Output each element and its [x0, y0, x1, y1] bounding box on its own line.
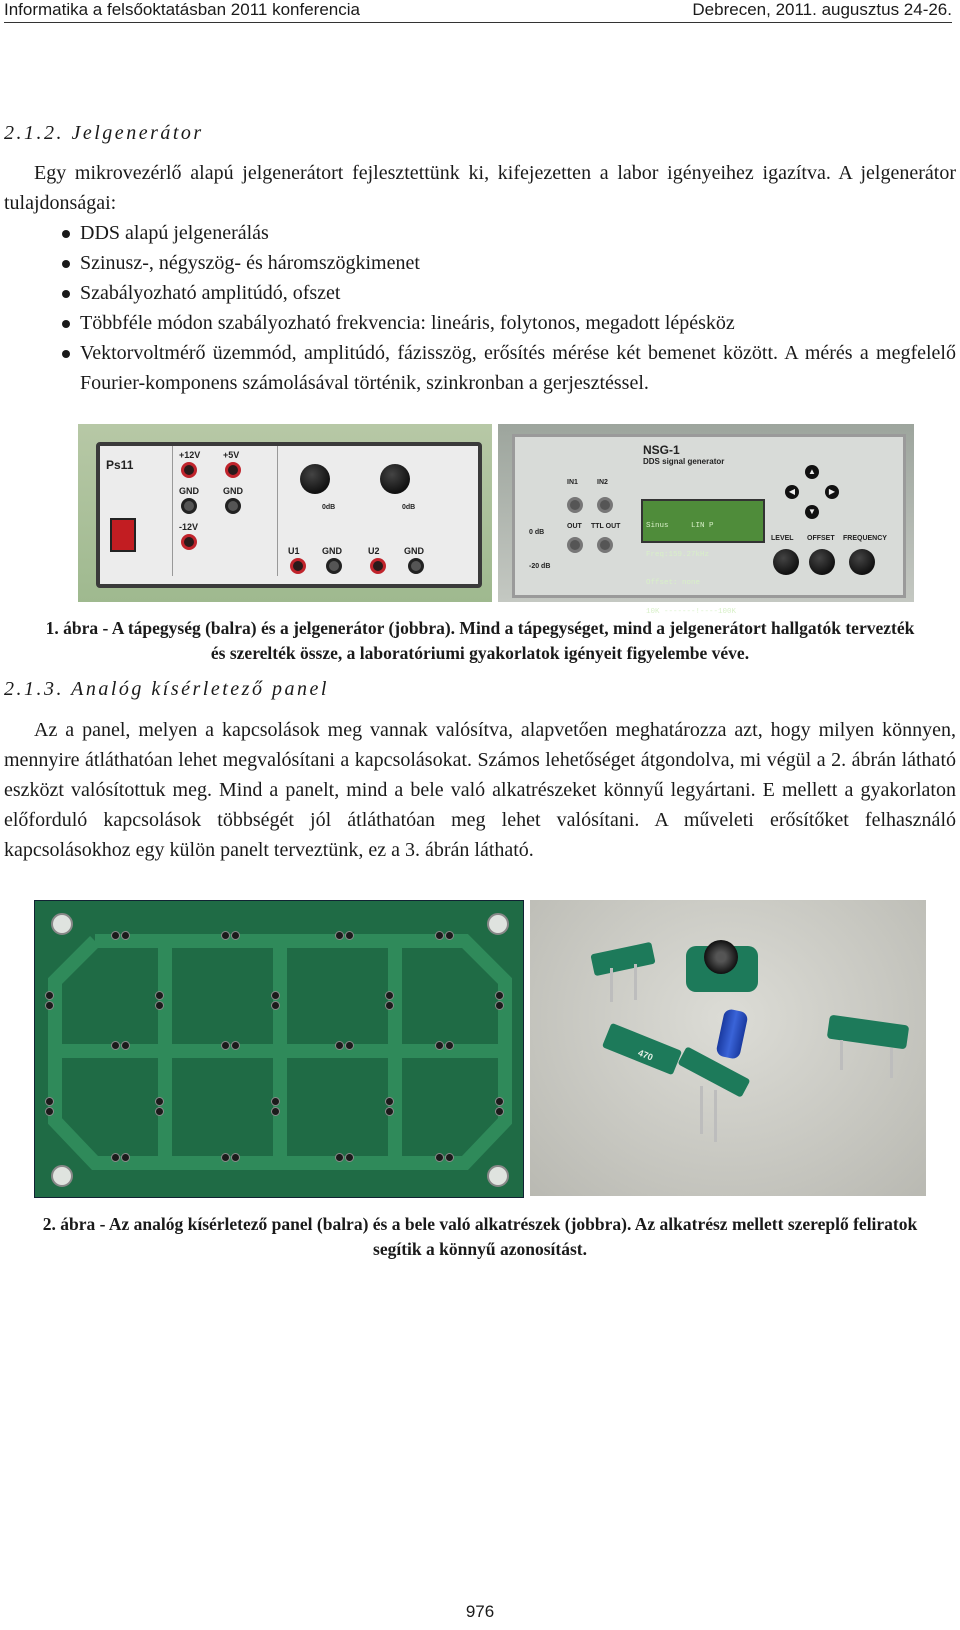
knob-label: LEVEL	[771, 535, 794, 542]
socket-pin-icon	[345, 1041, 354, 1050]
pin-leg-icon	[890, 1048, 893, 1078]
lcd-line: Offset: none	[646, 579, 701, 587]
component-board-icon	[590, 942, 655, 976]
psu-label: U2	[368, 546, 380, 556]
input-label: IN1	[567, 479, 578, 486]
socket-pin-icon	[231, 1041, 240, 1050]
socket-pin-icon	[221, 931, 230, 940]
jack-icon	[181, 498, 197, 514]
capacitor-icon	[715, 1008, 748, 1060]
power-switch-icon	[110, 518, 136, 552]
socket-pin-icon	[345, 931, 354, 940]
socket-pin-icon	[271, 1107, 280, 1116]
lcd-line: Freq:159.27kHz	[646, 550, 710, 559]
atten-label: 0dB	[402, 504, 416, 511]
psu-label: -12V	[179, 522, 199, 532]
bullet-icon	[62, 320, 70, 328]
atten-label: -20 dB	[529, 563, 551, 570]
bullet-icon	[62, 260, 70, 268]
output-label: TTL OUT	[591, 523, 621, 530]
pin-leg-icon	[700, 1086, 703, 1134]
socket-pin-icon	[445, 1041, 454, 1050]
frequency-knob-icon	[849, 549, 875, 575]
resistor-label: 470	[636, 1047, 655, 1063]
socket-pin-icon	[231, 931, 240, 940]
atten-label: 0dB	[322, 504, 336, 511]
header-conference: Informatika a felsőoktatásban 2011 konferencia	[4, 0, 360, 19]
arrow-left-icon: ◀	[785, 485, 799, 499]
socket-pin-icon	[495, 1001, 504, 1010]
socket-pin-icon	[271, 991, 280, 1000]
components-photo	[530, 900, 926, 1196]
socket-pin-icon	[45, 1001, 54, 1010]
knob-label: FREQUENCY	[843, 535, 887, 542]
input-label: IN2	[597, 479, 608, 486]
knob-label: OFFSET	[807, 535, 835, 542]
generator-subtitle: DDS signal generator	[643, 457, 725, 466]
socket-pin-icon	[445, 1153, 454, 1162]
psu-label: GND	[179, 486, 199, 496]
psu-faceplate	[96, 442, 482, 588]
lcd-line: 10K -------!----100K	[646, 607, 737, 616]
feature-item: Vektorvoltmérő üzemmód, amplitúdó, fázisszög, erősítés mérése két bemenet között. A mérés a megfelelő Fourier-komponens számolásával történik, szinkronban a gerjesztéssel.	[58, 338, 956, 398]
socket-pin-icon	[221, 1041, 230, 1050]
header-rule	[4, 22, 952, 23]
socket-pin-icon	[271, 1097, 280, 1106]
pin-leg-icon	[610, 968, 613, 1002]
generator-brand-label: NSG-1	[643, 443, 680, 457]
section2-body: Az a panel, melyen a kapcsolások meg vannak valósítva, alapvetően meghatározza azt, hogy milyen könnyen, mennyire átláthatóan lehet megvalósítani a kapcsolásokat. Számos lehetőséget átgondolva, mi végül a 2. ábrán látható eszközt valósítottuk meg. Mind a panelt, mind a bele való alkatrészeket könnyű legyártani. E mellett a gyakorlaton előforduló kapcsolások többségét jól átláthatóan meg lehet valósítani. A műveleti erősítőket felhasználó kapcsolásokhoz egy külön panelt terveztünk, ez a 3. ábrán látható.	[4, 719, 956, 861]
feature-item: Szabályozható amplitúdó, ofszet	[58, 278, 956, 308]
bullet-icon	[62, 230, 70, 238]
bullet-icon	[62, 350, 70, 358]
socket-pin-icon	[121, 931, 130, 940]
lcd-line: Sinus LIN P	[646, 522, 714, 530]
pin-leg-icon	[634, 964, 637, 1000]
psu-label: +5V	[223, 450, 240, 460]
output-label: OUT	[567, 523, 582, 530]
socket-pin-icon	[495, 1097, 504, 1106]
socket-pin-icon	[335, 1041, 344, 1050]
pin-leg-icon	[840, 1040, 843, 1070]
bullet-icon	[62, 290, 70, 298]
section1-intro: Egy mikrovezérlő alapú jelgenerátort fejlesztettünk ki, kifejezetten a labor igényeihez igazítva. A jelgenerátor tulajdonságai:	[4, 162, 956, 214]
potentiometer-icon	[704, 940, 738, 974]
socket-pin-icon	[435, 1153, 444, 1162]
socket-pin-icon	[111, 1153, 120, 1162]
psu-label: GND	[404, 546, 424, 556]
offset-knob-icon	[809, 549, 835, 575]
psu-label: U1	[288, 546, 300, 556]
socket-pin-icon	[271, 1001, 280, 1010]
knob-icon	[300, 464, 330, 494]
screw-icon	[51, 913, 73, 935]
socket-pin-icon	[445, 931, 454, 940]
socket-pin-icon	[111, 931, 120, 940]
page-number: 976	[465, 1602, 495, 1621]
jack-icon	[225, 462, 241, 478]
level-knob-icon	[773, 549, 799, 575]
section-heading-jelgenerator: 2.1.2. Jelgenerátor	[4, 122, 204, 144]
socket-pin-icon	[435, 931, 444, 940]
screw-icon	[487, 913, 509, 935]
socket-pin-icon	[345, 1153, 354, 1162]
header-date: Debrecen, 2011. augusztus 24-26.	[692, 0, 952, 19]
analog-panel-photo	[34, 900, 524, 1198]
socket-pin-icon	[385, 1001, 394, 1010]
psu-supply-panel	[172, 446, 278, 576]
figure2-caption: 2. ábra - Az analóg kísérletező panel (balra) és a bele való alkatrészek (jobbra). Az alkatrész mellett szereplő feliratok segítik a könnyű azonosítást.	[42, 1214, 918, 1259]
jack-icon	[181, 462, 197, 478]
bnc-icon	[597, 497, 613, 513]
socket-pin-icon	[495, 991, 504, 1000]
arrow-down-icon: ▼	[805, 505, 819, 519]
socket-pin-icon	[495, 1107, 504, 1116]
pin-leg-icon	[714, 1090, 717, 1142]
psu-brand-label: Ps11	[106, 458, 134, 472]
socket-pin-icon	[385, 991, 394, 1000]
socket-pin-icon	[155, 1097, 164, 1106]
socket-pin-icon	[385, 1107, 394, 1116]
signal-generator-photo	[498, 424, 914, 616]
socket-pin-icon	[435, 1041, 444, 1050]
running-header	[4, 0, 952, 22]
jack-icon	[408, 558, 424, 574]
socket-pin-icon	[45, 1097, 54, 1106]
figure1-caption: 1. ábra - A tápegység (balra) és a jelgenerátor (jobbra). Mind a tápegységet, mind a jelgenerátort hallgatók tervezték és szerelték össze, a laboratóriumi gyakorlatok igényeit figyelembe véve.	[45, 618, 915, 663]
psu-label: +12V	[179, 450, 201, 460]
socket-pin-icon	[221, 1153, 230, 1162]
lcd-display	[641, 499, 765, 616]
socket-pin-icon	[335, 1153, 344, 1162]
feature-item: Szinusz-, négyszög- és háromszögkimenet	[58, 248, 956, 278]
socket-pin-icon	[155, 1001, 164, 1010]
bnc-icon	[597, 537, 613, 553]
socket-pin-icon	[155, 991, 164, 1000]
socket-pin-icon	[45, 991, 54, 1000]
jack-icon	[181, 534, 197, 550]
screw-icon	[487, 1165, 509, 1187]
generator-faceplate	[512, 434, 906, 616]
feature-list	[58, 218, 956, 398]
socket-pin-icon	[121, 1041, 130, 1050]
bnc-icon	[567, 497, 583, 513]
arrow-right-icon: ▶	[825, 485, 839, 499]
jack-icon	[370, 558, 386, 574]
psu-label: GND	[322, 546, 342, 556]
socket-pin-icon	[45, 1107, 54, 1116]
jack-icon	[326, 558, 342, 574]
power-supply-photo	[78, 424, 492, 602]
screw-icon	[51, 1165, 73, 1187]
feature-item: Többféle módon szabályozható frekvencia: lineáris, folytonos, megadott lépésköz	[58, 308, 956, 338]
atten-label: 0 dB	[529, 529, 545, 536]
socket-pin-icon	[385, 1097, 394, 1106]
knob-icon	[380, 464, 410, 494]
section-heading-analog-panel: 2.1.3. Analóg kísérletező panel	[4, 678, 329, 700]
bnc-icon	[567, 537, 583, 553]
socket-pin-icon	[155, 1107, 164, 1116]
feature-item: DDS alapú jelgenerálás	[58, 218, 956, 248]
socket-pin-icon	[121, 1153, 130, 1162]
socket-pin-icon	[335, 931, 344, 940]
arrow-up-icon: ▲	[805, 465, 819, 479]
socket-pin-icon	[111, 1041, 120, 1050]
jack-icon	[225, 498, 241, 514]
socket-pin-icon	[231, 1153, 240, 1162]
psu-label: GND	[223, 486, 243, 496]
jack-icon	[290, 558, 306, 574]
